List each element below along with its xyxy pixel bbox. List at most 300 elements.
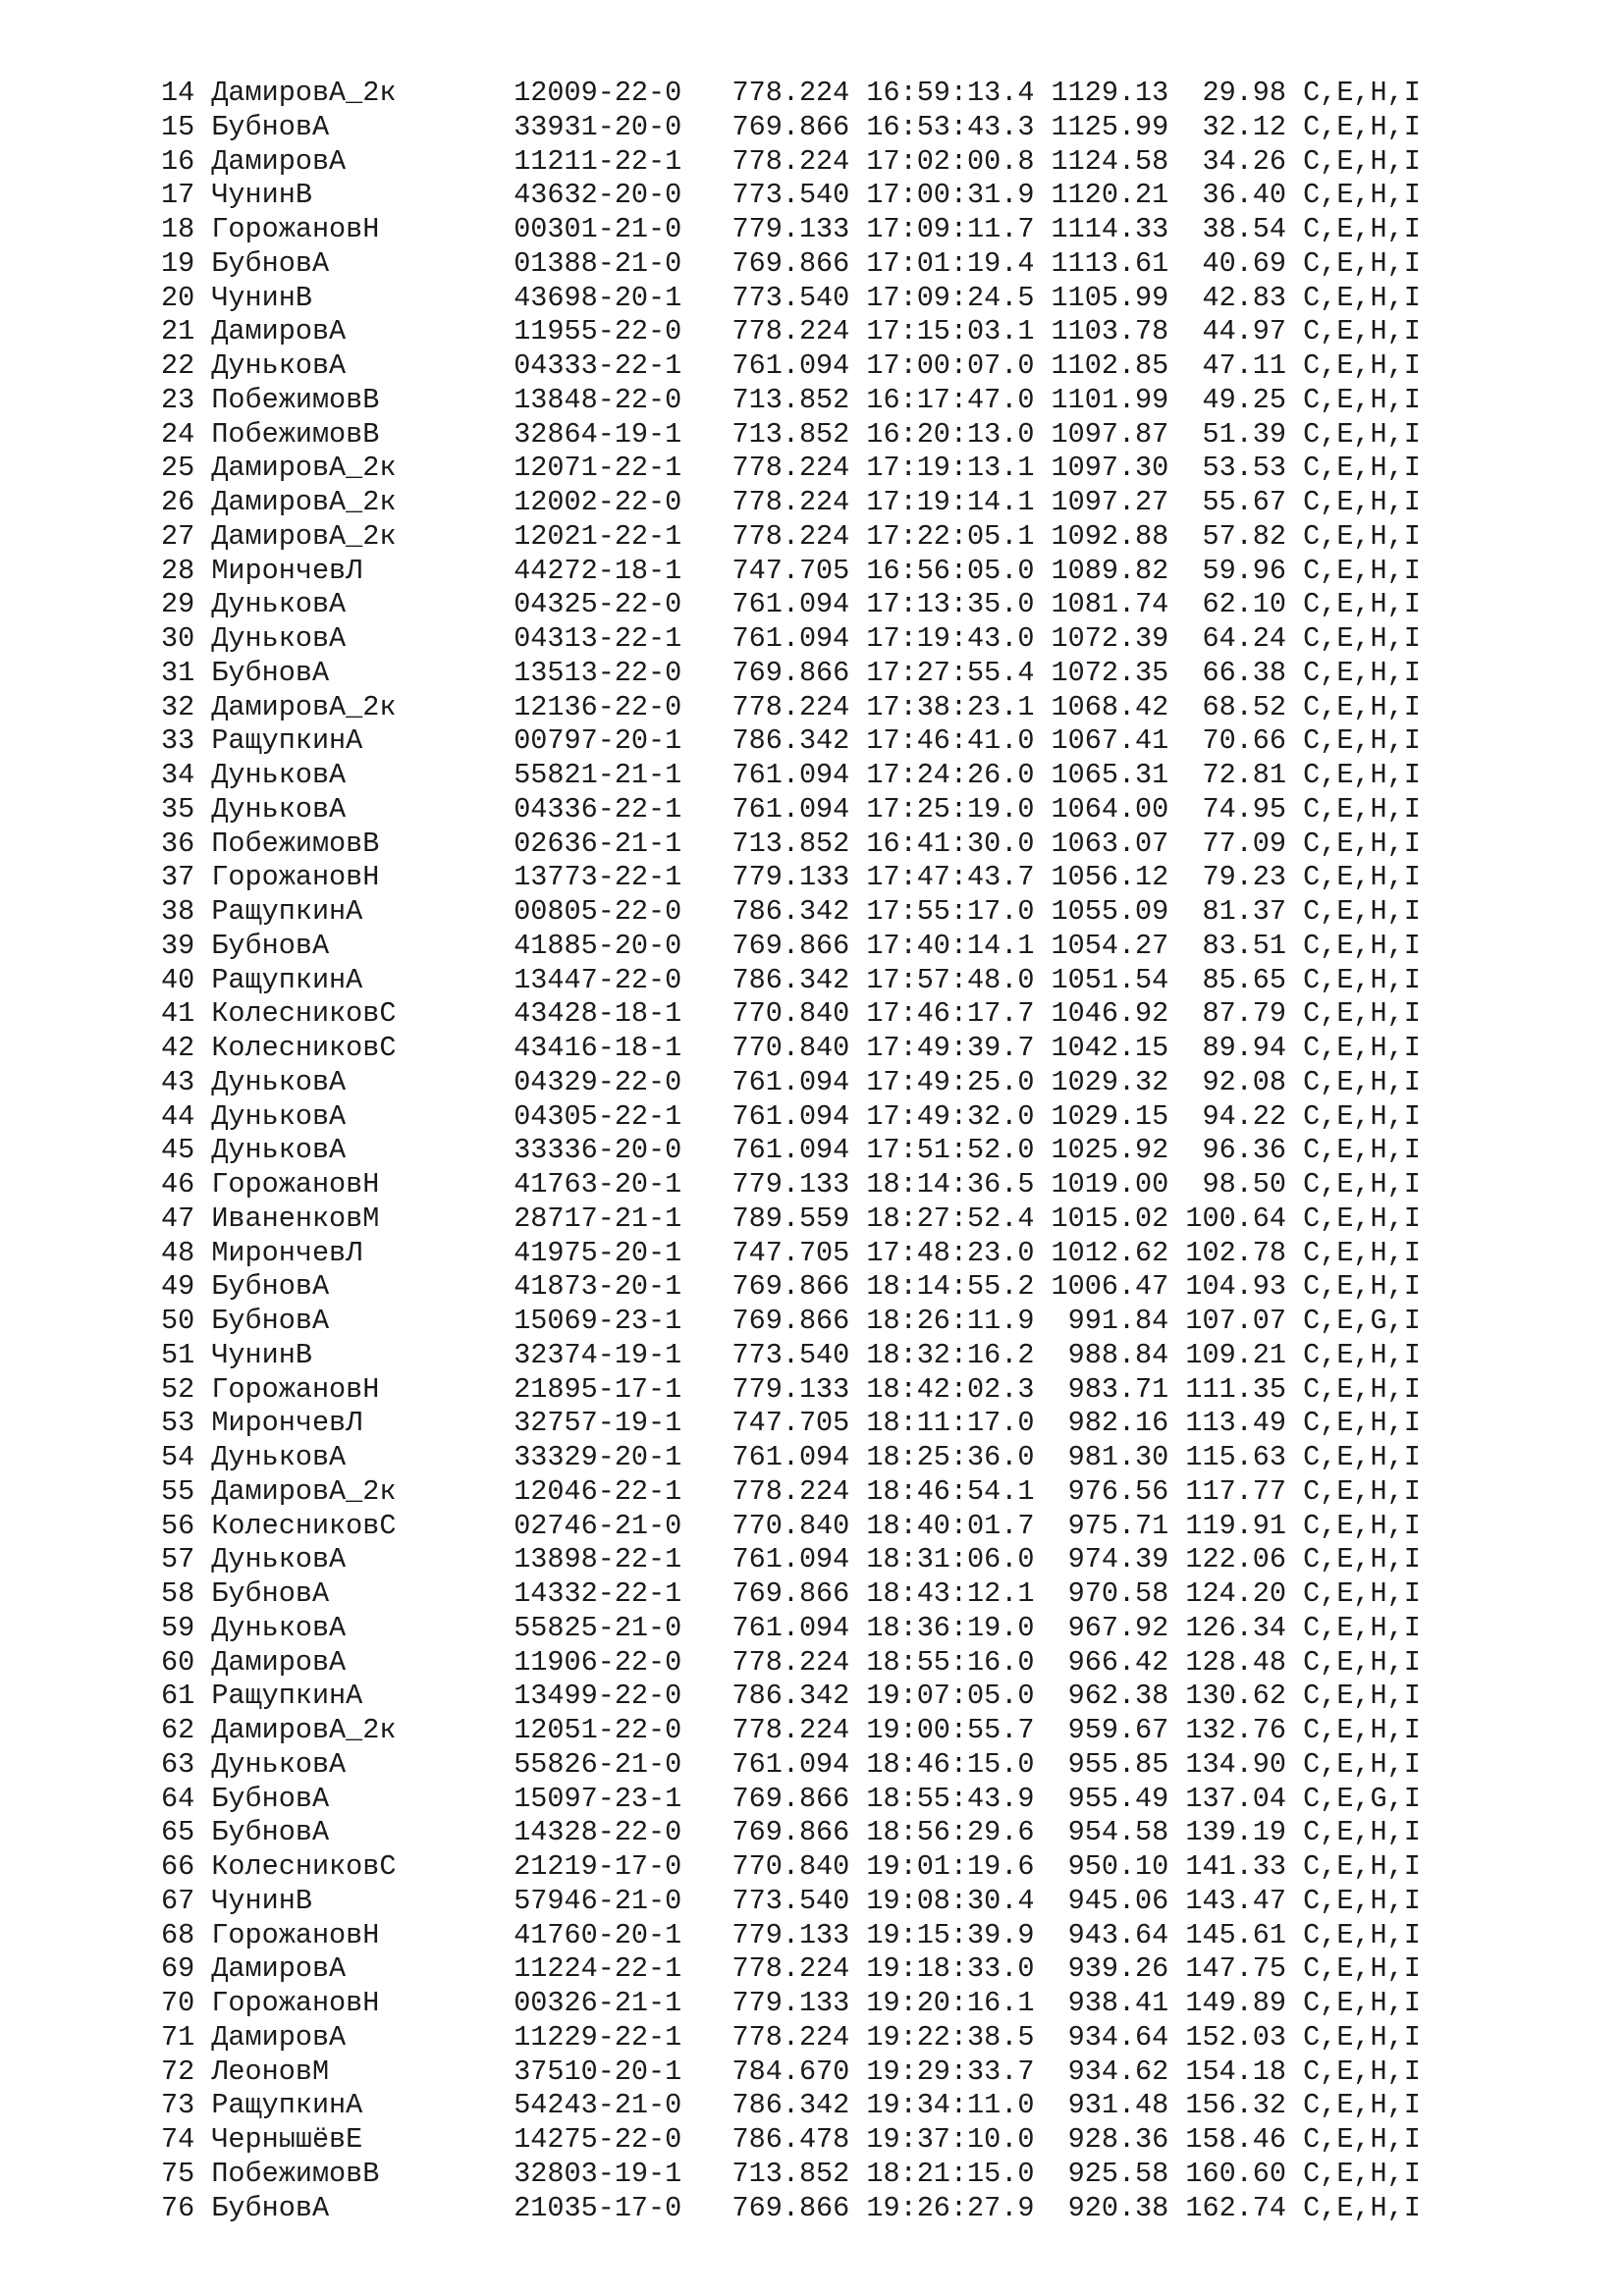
codes-cell: C,E,H,I <box>1303 2089 1421 2122</box>
time-cell: 16:20:13.0 <box>866 417 1035 451</box>
points-cell: 139.19 <box>1185 1816 1286 1849</box>
position-cell: 67 <box>161 1884 195 1917</box>
speed-cell: 938.41 <box>1051 1987 1169 2019</box>
ring-cell: 32803-19-1 <box>514 2157 682 2190</box>
time-cell: 18:42:02.3 <box>866 1372 1035 1406</box>
table-row <box>161 1237 1421 1271</box>
ring-cell: 55826-21-0 <box>514 1747 682 1781</box>
position-cell: 14 <box>161 77 195 109</box>
position-cell: 33 <box>161 724 195 758</box>
position-cell: 72 <box>161 2055 195 2088</box>
points-cell: 70.66 <box>1185 724 1286 758</box>
position-cell: 31 <box>161 656 195 689</box>
position-cell: 21 <box>161 315 195 348</box>
name-cell: ЧунинВ <box>211 179 397 212</box>
speed-cell: 1097.87 <box>1051 417 1169 451</box>
ring-cell: 13848-22-0 <box>514 383 682 416</box>
name-cell: ДамировА_2к <box>211 1714 397 1746</box>
points-cell: 128.48 <box>1185 1645 1286 1679</box>
codes-cell: C,E,H,I <box>1303 144 1421 178</box>
table-row <box>161 759 1421 793</box>
codes-cell: C,E,H,I <box>1303 281 1421 314</box>
table-row <box>161 1373 1421 1408</box>
distance-cell: 761.094 <box>731 1065 850 1098</box>
speed-cell: 1101.99 <box>1051 383 1169 416</box>
points-cell: 57.82 <box>1185 519 1286 553</box>
table-row <box>161 1987 1421 2021</box>
ring-cell: 41760-20-1 <box>514 1918 682 1951</box>
time-cell: 17:47:43.7 <box>866 861 1035 894</box>
name-cell: ДуньковА <box>211 1543 397 1576</box>
points-cell: 154.18 <box>1185 2055 1286 2088</box>
points-cell: 40.69 <box>1185 246 1286 280</box>
distance-cell: 786.342 <box>731 895 850 928</box>
codes-cell: C,E,H,I <box>1303 1747 1421 1781</box>
position-cell: 54 <box>161 1441 195 1473</box>
position-cell: 36 <box>161 827 195 860</box>
codes-cell: C,E,H,I <box>1303 349 1421 382</box>
time-cell: 19:15:39.9 <box>866 1918 1035 1951</box>
distance-cell: 761.094 <box>731 622 850 655</box>
distance-cell: 773.540 <box>731 179 850 212</box>
name-cell: ДамировА_2к <box>211 77 397 109</box>
speed-cell: 976.56 <box>1051 1474 1169 1508</box>
table-row <box>161 77 1421 111</box>
time-cell: 18:14:36.5 <box>866 1168 1035 1201</box>
speed-cell: 1068.42 <box>1051 690 1169 723</box>
points-cell: 158.46 <box>1185 2123 1286 2156</box>
position-cell: 48 <box>161 1236 195 1269</box>
time-cell: 18:46:54.1 <box>866 1474 1035 1508</box>
speed-cell: 1046.92 <box>1051 997 1169 1031</box>
points-cell: 152.03 <box>1185 2020 1286 2054</box>
ring-cell: 41975-20-1 <box>514 1236 682 1269</box>
points-cell: 51.39 <box>1185 417 1286 451</box>
time-cell: 18:56:29.6 <box>866 1816 1035 1849</box>
position-cell: 40 <box>161 963 195 996</box>
position-cell: 26 <box>161 486 195 518</box>
points-cell: 66.38 <box>1185 656 1286 689</box>
codes-cell: C,E,H,I <box>1303 1474 1421 1508</box>
table-row <box>161 930 1421 964</box>
name-cell: ДамировА_2к <box>211 452 397 485</box>
table-row <box>161 1339 1421 1373</box>
points-cell: 122.06 <box>1185 1543 1286 1576</box>
ring-cell: 00797-20-1 <box>514 724 682 758</box>
codes-cell: C,E,H,I <box>1303 1918 1421 1951</box>
points-cell: 64.24 <box>1185 622 1286 655</box>
time-cell: 17:49:39.7 <box>866 1032 1035 1064</box>
points-cell: 34.26 <box>1185 144 1286 178</box>
codes-cell: C,E,H,I <box>1303 2123 1421 2156</box>
name-cell: ЧунинВ <box>211 1338 397 1371</box>
distance-cell: 779.133 <box>731 1168 850 1201</box>
table-row <box>161 1134 1421 1168</box>
codes-cell: C,E,H,I <box>1303 792 1421 826</box>
time-cell: 17:19:13.1 <box>866 452 1035 485</box>
points-cell: 87.79 <box>1185 997 1286 1031</box>
ring-cell: 04336-22-1 <box>514 792 682 826</box>
distance-cell: 778.224 <box>731 1952 850 1986</box>
time-cell: 17:02:00.8 <box>866 144 1035 178</box>
codes-cell: C,E,H,I <box>1303 997 1421 1031</box>
table-row <box>161 964 1421 998</box>
points-cell: 162.74 <box>1185 2191 1286 2224</box>
distance-cell: 713.852 <box>731 827 850 860</box>
table-row <box>161 997 1421 1032</box>
distance-cell: 778.224 <box>731 1474 850 1508</box>
position-cell: 37 <box>161 861 195 894</box>
ring-cell: 43632-20-0 <box>514 179 682 212</box>
time-cell: 17:00:31.9 <box>866 179 1035 212</box>
points-cell: 59.96 <box>1185 554 1286 587</box>
ring-cell: 11224-22-1 <box>514 1952 682 1986</box>
speed-cell: 1063.07 <box>1051 827 1169 860</box>
name-cell: ДамировА <box>211 315 397 348</box>
codes-cell: C,E,H,I <box>1303 486 1421 518</box>
speed-cell: 1065.31 <box>1051 759 1169 791</box>
codes-cell: C,E,H,I <box>1303 1714 1421 1746</box>
time-cell: 18:26:11.9 <box>866 1305 1035 1337</box>
name-cell: БубновА <box>211 929 397 962</box>
codes-cell: C,E,H,I <box>1303 1987 1421 2019</box>
table-row <box>161 247 1421 282</box>
distance-cell: 769.866 <box>731 1305 850 1337</box>
points-cell: 111.35 <box>1185 1372 1286 1406</box>
distance-cell: 786.342 <box>731 2089 850 2122</box>
codes-cell: C,E,H,I <box>1303 1441 1421 1473</box>
time-cell: 18:21:15.0 <box>866 2157 1035 2190</box>
time-cell: 18:46:15.0 <box>866 1747 1035 1781</box>
codes-cell: C,E,H,I <box>1303 1407 1421 1440</box>
name-cell: ГорожановН <box>211 1918 397 1951</box>
position-cell: 63 <box>161 1747 195 1781</box>
table-row <box>161 1510 1421 1544</box>
name-cell: РащупкинА <box>211 2089 397 2122</box>
distance-cell: 761.094 <box>731 792 850 826</box>
name-cell: КолесниковС <box>211 997 397 1031</box>
name-cell: БубновА <box>211 110 397 143</box>
table-row <box>161 1816 1421 1850</box>
codes-cell: C,E,H,I <box>1303 1338 1421 1371</box>
table-row <box>161 145 1421 180</box>
name-cell: ЧунинВ <box>211 281 397 314</box>
speed-cell: 962.38 <box>1051 1680 1169 1713</box>
speed-cell: 925.58 <box>1051 2157 1169 2190</box>
position-cell: 20 <box>161 281 195 314</box>
points-cell: 149.89 <box>1185 1987 1286 2019</box>
speed-cell: 1072.39 <box>1051 622 1169 655</box>
speed-cell: 1089.82 <box>1051 554 1169 587</box>
table-row <box>161 1202 1421 1237</box>
time-cell: 16:41:30.0 <box>866 827 1035 860</box>
position-cell: 28 <box>161 554 195 587</box>
position-cell: 58 <box>161 1577 195 1610</box>
points-cell: 107.07 <box>1185 1305 1286 1337</box>
table-row <box>161 1919 1421 1953</box>
codes-cell: C,E,H,I <box>1303 724 1421 758</box>
time-cell: 17:25:19.0 <box>866 792 1035 826</box>
codes-cell: C,E,H,I <box>1303 1816 1421 1849</box>
table-row <box>161 1407 1421 1441</box>
position-cell: 27 <box>161 519 195 553</box>
name-cell: КолесниковС <box>211 1850 397 1883</box>
points-cell: 143.47 <box>1185 1884 1286 1917</box>
time-cell: 17:27:55.4 <box>866 656 1035 689</box>
codes-cell: C,E,G,I <box>1303 1305 1421 1337</box>
distance-cell: 713.852 <box>731 383 850 416</box>
codes-cell: C,E,H,I <box>1303 110 1421 143</box>
codes-cell: C,E,H,I <box>1303 588 1421 621</box>
codes-cell: C,E,H,I <box>1303 1850 1421 1883</box>
ring-cell: 04329-22-0 <box>514 1065 682 1098</box>
points-cell: 137.04 <box>1185 1782 1286 1815</box>
position-cell: 68 <box>161 1918 195 1951</box>
time-cell: 19:26:27.9 <box>866 2191 1035 2224</box>
speed-cell: 1015.02 <box>1051 1201 1169 1235</box>
table-row <box>161 1783 1421 1817</box>
speed-cell: 988.84 <box>1051 1338 1169 1371</box>
ring-cell: 15097-23-1 <box>514 1782 682 1815</box>
distance-cell: 761.094 <box>731 349 850 382</box>
position-cell: 56 <box>161 1509 195 1542</box>
table-row <box>161 418 1421 453</box>
name-cell: ПобежимовВ <box>211 383 397 416</box>
position-cell: 74 <box>161 2123 195 2156</box>
table-row <box>161 282 1421 316</box>
distance-cell: 779.133 <box>731 1987 850 2019</box>
distance-cell: 747.705 <box>731 1407 850 1440</box>
speed-cell: 1064.00 <box>1051 792 1169 826</box>
time-cell: 18:25:36.0 <box>866 1441 1035 1473</box>
points-cell: 77.09 <box>1185 827 1286 860</box>
points-cell: 44.97 <box>1185 315 1286 348</box>
codes-cell: C,E,H,I <box>1303 179 1421 212</box>
position-cell: 49 <box>161 1270 195 1304</box>
speed-cell: 945.06 <box>1051 1884 1169 1917</box>
name-cell: РащупкинА <box>211 963 397 996</box>
table-row <box>161 1475 1421 1510</box>
name-cell: КолесниковС <box>211 1509 397 1542</box>
speed-cell: 970.58 <box>1051 1577 1169 1610</box>
speed-cell: 982.16 <box>1051 1407 1169 1440</box>
time-cell: 17:00:07.0 <box>866 349 1035 382</box>
position-cell: 35 <box>161 792 195 826</box>
ring-cell: 32374-19-1 <box>514 1338 682 1371</box>
ring-cell: 41763-20-1 <box>514 1168 682 1201</box>
name-cell: ДуньковА <box>211 1134 397 1167</box>
points-cell: 132.76 <box>1185 1714 1286 1746</box>
codes-cell: C,E,H,I <box>1303 1543 1421 1576</box>
distance-cell: 778.224 <box>731 452 850 485</box>
codes-cell: C,E,H,I <box>1303 1032 1421 1064</box>
ring-cell: 21035-17-0 <box>514 2191 682 2224</box>
speed-cell: 928.36 <box>1051 2123 1169 2156</box>
codes-cell: C,E,H,I <box>1303 519 1421 553</box>
table-row <box>161 1680 1421 1714</box>
name-cell: ДуньковА <box>211 1611 397 1644</box>
speed-cell: 1054.27 <box>1051 929 1169 962</box>
table-row <box>161 555 1421 589</box>
table-row <box>161 1270 1421 1305</box>
codes-cell: C,E,H,I <box>1303 622 1421 655</box>
distance-cell: 770.840 <box>731 1850 850 1883</box>
time-cell: 17:01:19.4 <box>866 246 1035 280</box>
points-cell: 134.90 <box>1185 1747 1286 1781</box>
position-cell: 64 <box>161 1782 195 1815</box>
ring-cell: 33931-20-0 <box>514 110 682 143</box>
table-row <box>161 588 1421 622</box>
speed-cell: 931.48 <box>1051 2089 1169 2122</box>
codes-cell: C,E,H,I <box>1303 861 1421 894</box>
time-cell: 17:55:17.0 <box>866 895 1035 928</box>
table-row <box>161 520 1421 555</box>
ring-cell: 15069-23-1 <box>514 1305 682 1337</box>
points-cell: 130.62 <box>1185 1680 1286 1713</box>
position-cell: 65 <box>161 1816 195 1849</box>
speed-cell: 1102.85 <box>1051 349 1169 382</box>
distance-cell: 770.840 <box>731 1509 850 1542</box>
table-row <box>161 2158 1421 2192</box>
table-row <box>161 486 1421 520</box>
speed-cell: 1012.62 <box>1051 1236 1169 1269</box>
codes-cell: C,E,H,I <box>1303 2191 1421 2224</box>
codes-cell: C,E,H,I <box>1303 1645 1421 1679</box>
name-cell: ГорожановН <box>211 861 397 894</box>
time-cell: 16:59:13.4 <box>866 77 1035 109</box>
codes-cell: C,E,H,I <box>1303 1509 1421 1542</box>
name-cell: БубновА <box>211 1305 397 1337</box>
name-cell: ДамировА_2к <box>211 486 397 518</box>
speed-cell: 1081.74 <box>1051 588 1169 621</box>
time-cell: 18:32:16.2 <box>866 1338 1035 1371</box>
table-row <box>161 384 1421 418</box>
codes-cell: C,E,H,I <box>1303 1680 1421 1713</box>
ring-cell: 14332-22-1 <box>514 1577 682 1610</box>
time-cell: 17:48:23.0 <box>866 1236 1035 1269</box>
distance-cell: 770.840 <box>731 1032 850 1064</box>
distance-cell: 770.840 <box>731 997 850 1031</box>
table-row <box>161 1885 1421 1919</box>
speed-cell: 1025.92 <box>1051 1134 1169 1167</box>
codes-cell: C,E,H,I <box>1303 315 1421 348</box>
speed-cell: 1067.41 <box>1051 724 1169 758</box>
ring-cell: 12021-22-1 <box>514 519 682 553</box>
speed-cell: 934.62 <box>1051 2055 1169 2088</box>
codes-cell: C,E,H,I <box>1303 383 1421 416</box>
points-cell: 68.52 <box>1185 690 1286 723</box>
speed-cell: 1129.13 <box>1051 77 1169 109</box>
ring-cell: 43416-18-1 <box>514 1032 682 1064</box>
points-cell: 89.94 <box>1185 1032 1286 1064</box>
codes-cell: C,E,H,I <box>1303 1099 1421 1133</box>
ring-cell: 14328-22-0 <box>514 1816 682 1849</box>
name-cell: БубновА <box>211 2191 397 2224</box>
name-cell: БубновА <box>211 656 397 689</box>
position-cell: 69 <box>161 1952 195 1986</box>
speed-cell: 1120.21 <box>1051 179 1169 212</box>
time-cell: 17:49:25.0 <box>866 1065 1035 1098</box>
distance-cell: 761.094 <box>731 1134 850 1167</box>
ring-cell: 14275-22-0 <box>514 2123 682 2156</box>
position-cell: 60 <box>161 1645 195 1679</box>
position-cell: 42 <box>161 1032 195 1064</box>
name-cell: ДамировА <box>211 1952 397 1986</box>
table-row <box>161 1577 1421 1612</box>
name-cell: МирончевЛ <box>211 554 397 587</box>
points-cell: 79.23 <box>1185 861 1286 894</box>
time-cell: 18:55:43.9 <box>866 1782 1035 1815</box>
name-cell: ДуньковА <box>211 1747 397 1781</box>
codes-cell: C,E,H,I <box>1303 1884 1421 1917</box>
position-cell: 73 <box>161 2089 195 2122</box>
time-cell: 18:55:16.0 <box>866 1645 1035 1679</box>
ring-cell: 12002-22-0 <box>514 486 682 518</box>
position-cell: 17 <box>161 179 195 212</box>
position-cell: 61 <box>161 1680 195 1713</box>
ring-cell: 32864-19-1 <box>514 417 682 451</box>
codes-cell: C,E,H,I <box>1303 1168 1421 1201</box>
points-cell: 94.22 <box>1185 1099 1286 1133</box>
time-cell: 19:37:10.0 <box>866 2123 1035 2156</box>
table-row <box>161 1305 1421 1339</box>
distance-cell: 747.705 <box>731 554 850 587</box>
ring-cell: 11906-22-0 <box>514 1645 682 1679</box>
time-cell: 17:49:32.0 <box>866 1099 1035 1133</box>
codes-cell: C,E,H,I <box>1303 2020 1421 2054</box>
codes-cell: C,E,H,I <box>1303 213 1421 245</box>
points-cell: 49.25 <box>1185 383 1286 416</box>
time-cell: 18:40:01.7 <box>866 1509 1035 1542</box>
results-report <box>161 77 1421 2225</box>
points-cell: 83.51 <box>1185 929 1286 962</box>
table-row <box>161 1850 1421 1885</box>
ring-cell: 41885-20-0 <box>514 929 682 962</box>
name-cell: ЛеоновМ <box>211 2055 397 2088</box>
time-cell: 17:40:14.1 <box>866 929 1035 962</box>
position-cell: 34 <box>161 759 195 791</box>
name-cell: ДуньковА <box>211 588 397 621</box>
table-row <box>161 111 1421 145</box>
points-cell: 36.40 <box>1185 179 1286 212</box>
name-cell: БубновА <box>211 1816 397 1849</box>
ring-cell: 13898-22-1 <box>514 1543 682 1576</box>
ring-cell: 57946-21-0 <box>514 1884 682 1917</box>
name-cell: БубновА <box>211 1270 397 1304</box>
position-cell: 41 <box>161 997 195 1031</box>
codes-cell: C,E,H,I <box>1303 1270 1421 1304</box>
time-cell: 17:09:11.7 <box>866 213 1035 245</box>
name-cell: ДуньковА <box>211 349 397 382</box>
table-row <box>161 452 1421 486</box>
position-cell: 75 <box>161 2157 195 2190</box>
codes-cell: C,E,H,I <box>1303 759 1421 791</box>
distance-cell: 761.094 <box>731 1441 850 1473</box>
speed-cell: 934.64 <box>1051 2020 1169 2054</box>
table-row <box>161 895 1421 930</box>
distance-cell: 778.224 <box>731 690 850 723</box>
table-row <box>161 828 1421 862</box>
ring-cell: 12136-22-0 <box>514 690 682 723</box>
codes-cell: C,E,G,I <box>1303 1782 1421 1815</box>
position-cell: 22 <box>161 349 195 382</box>
distance-cell: 778.224 <box>731 77 850 109</box>
ring-cell: 04305-22-1 <box>514 1099 682 1133</box>
points-cell: 119.91 <box>1185 1509 1286 1542</box>
time-cell: 16:17:47.0 <box>866 383 1035 416</box>
time-cell: 17:15:03.1 <box>866 315 1035 348</box>
time-cell: 19:34:11.0 <box>866 2089 1035 2122</box>
